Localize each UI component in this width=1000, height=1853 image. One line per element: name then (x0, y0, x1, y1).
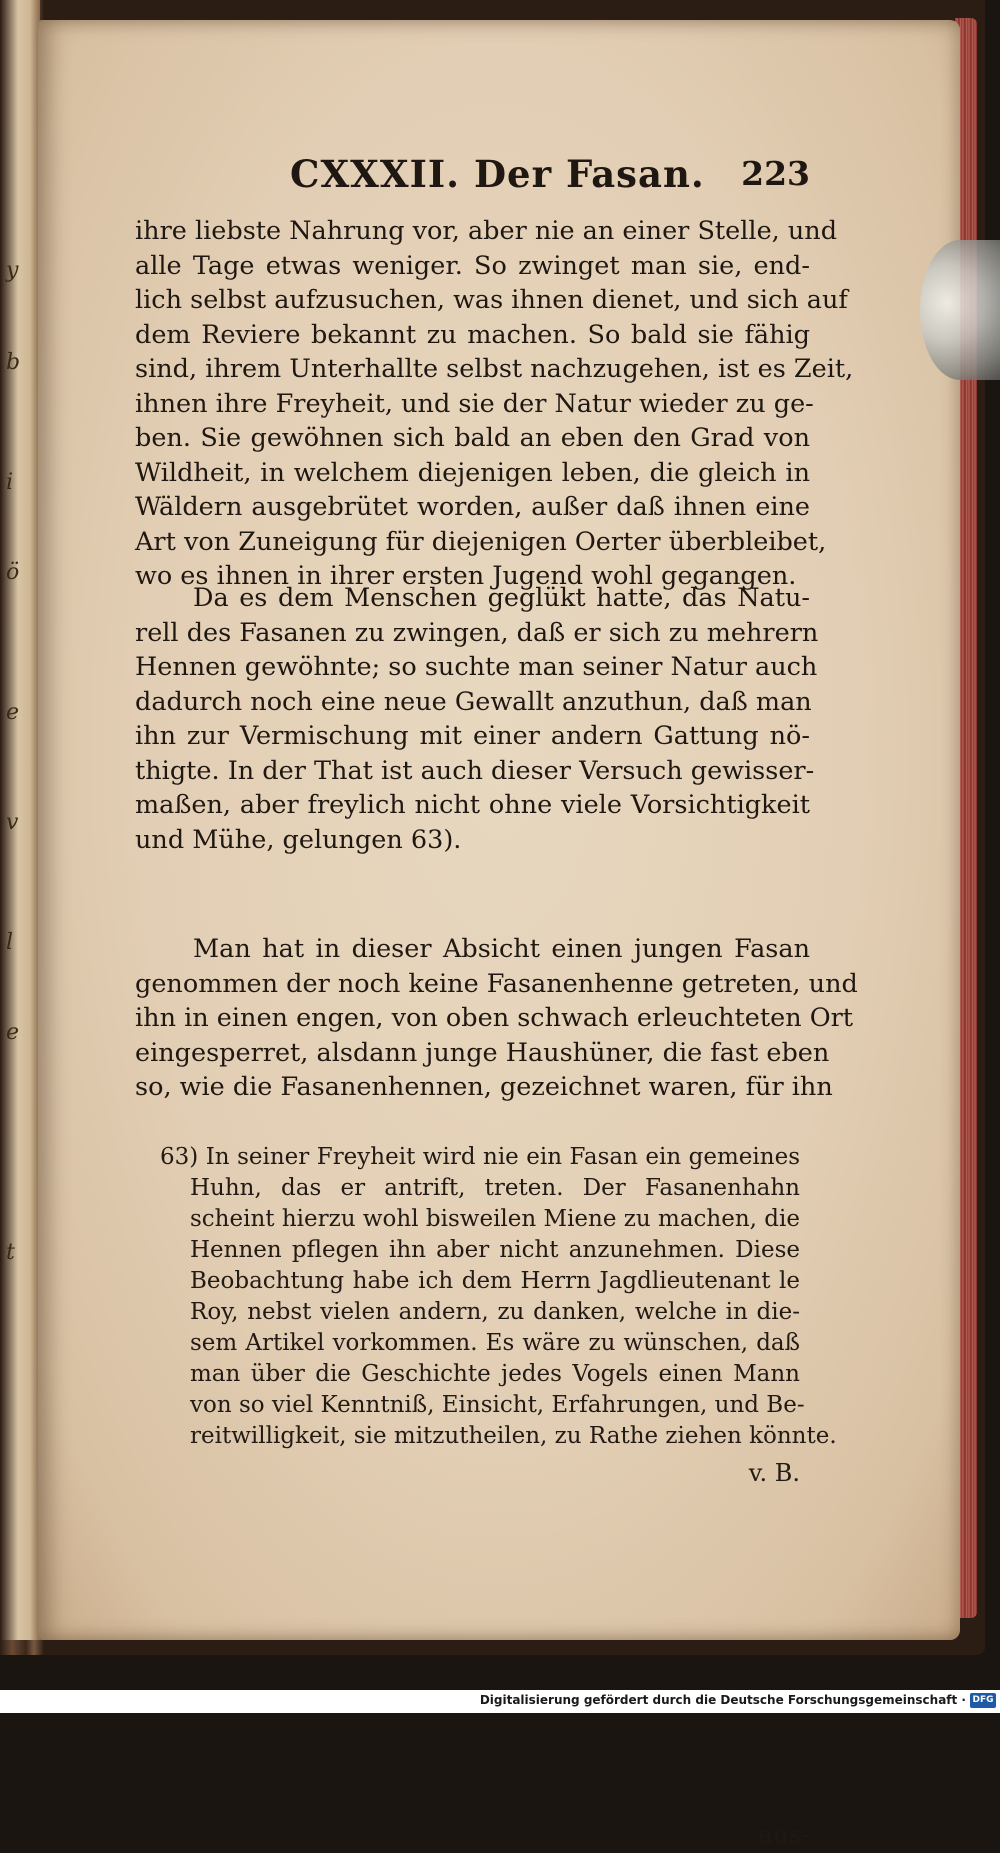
text-line: lich selbst aufzusuchen, was ihnen dienet, und sich auf (135, 285, 848, 315)
text-line: Man hat in dieser Absicht einen jungen Fasan (193, 934, 810, 964)
text-line: thigte. In der That ist auch dieser Versuch gewisser- (135, 755, 815, 786)
text-line: ben. Sie gewöhnen sich bald an eben den Grad von (135, 423, 810, 453)
text-line: sind, ihrem Unterhallte selbst nachzugehen, ist es Zeit, (135, 354, 854, 384)
margin-glyph: e (6, 700, 20, 725)
funding-credit: Digitalisierung gefördert durch die Deutsche Forschungsgemeinschaft · (479, 1693, 966, 1707)
footnote-line: von so viel Kenntniß, Einsicht, Erfahrungen, und Be- (190, 1392, 805, 1418)
footer-bar (0, 1690, 1000, 1713)
facing-page-glyphs (0, 0, 40, 1640)
margin-glyph: l (6, 930, 14, 955)
text-line: Da es dem Menschen geglükt hatte, das Natu- (193, 583, 810, 613)
footnote-line: Beobachtung habe ich dem Herrn Jagdlieutenant le (190, 1268, 800, 1294)
text-line: genommen der noch keine Fasanenhenne getreten, und (135, 968, 858, 999)
text-line: so, wie die Fasanenhennen, gezeichnet waren, für ihn (135, 1072, 833, 1102)
catchword: aus- (757, 1820, 810, 1849)
text-line: eingesperret, alsdann junge Haushüner, die fast eben (135, 1037, 830, 1068)
footnote-line: Roy, nebst vielen andern, zu danken, welche in die- (190, 1299, 800, 1325)
footnote (160, 1142, 837, 1487)
dfg-logo: DFG (970, 1693, 996, 1708)
margin-glyph: t (6, 1240, 15, 1265)
footnote-line: Huhn, das er antrift, treten. Der Fasanenhahn (190, 1175, 800, 1201)
text-line: maßen, aber freylich nicht ohne viele Vorsichtigkeit (135, 790, 810, 820)
text-line: Hennen gewöhnte; so suchte man seiner Natur auch (135, 652, 818, 682)
text-line: Wildheit, in welchem diejenigen leben, die gleich in (135, 457, 810, 488)
page-number: 223 (741, 154, 810, 193)
footnote-line: scheint hierzu wohl bisweilen Miene zu machen, die (190, 1206, 800, 1232)
text-line: Wäldern ausgebrütet worden, außer daß ihnen eine (135, 492, 810, 522)
text-line: ihn zur Vermischung mit einer andern Gattung nö- (135, 721, 810, 751)
text-line: dadurch noch eine neue Gewallt anzuthun, daß man (135, 686, 812, 717)
paragraph-2 (135, 581, 819, 857)
margin-glyph: b (6, 350, 21, 375)
text-line: und Mühe, gelungen 63). (135, 824, 462, 855)
text-line: dem Reviere bekannt zu machen. So bald sie fähig (135, 319, 810, 350)
text-line: ihnen ihre Freyheit, und sie der Natur wieder zu ge- (135, 388, 814, 419)
margin-glyph: e (6, 1020, 20, 1045)
footnote-signature: v. B. (748, 1459, 800, 1487)
text-line: ihre liebste Nahrung vor, aber nie an einer Stelle, und (135, 216, 838, 246)
text-line: wo es ihnen in ihrer ersten Jugend wohl gegangen. (135, 561, 797, 591)
footnote-line: sem Artikel vorkommen. Es wäre zu wünschen, daß (190, 1330, 800, 1356)
text-line: Art von Zuneigung für diejenigen Oerter überbleibet, (135, 526, 827, 557)
page-header (290, 152, 810, 204)
footnote-line: 63) In seiner Freyheit wird nie ein Fasan ein gemeines (160, 1144, 800, 1170)
footnote-line: man über die Geschichte jedes Vogels einen Mann (190, 1361, 800, 1387)
footnote-line: reitwilligkeit, sie mitzutheilen, zu Rathe ziehen könnte. (190, 1423, 837, 1449)
text-line: rell des Fasanen zu zwingen, daß er sich zu mehrern (135, 617, 819, 648)
paragraph-1 (135, 214, 854, 594)
page-clip (920, 240, 1000, 380)
margin-glyph: y (6, 258, 19, 283)
margin-glyph: i (6, 470, 14, 495)
running-title: CXXXII. Der Fasan. (290, 152, 705, 196)
margin-glyph: v (6, 810, 19, 835)
text-line: ihn in einen engen, von oben schwach erleuchteten Ort (135, 1003, 854, 1033)
margin-glyph: ö (6, 560, 20, 585)
footnote-line: Hennen pflegen ihn aber nicht anzunehmen. Diese (190, 1237, 800, 1263)
text-line: alle Tage etwas weniger. So zwinget man sie, end- (135, 250, 810, 281)
